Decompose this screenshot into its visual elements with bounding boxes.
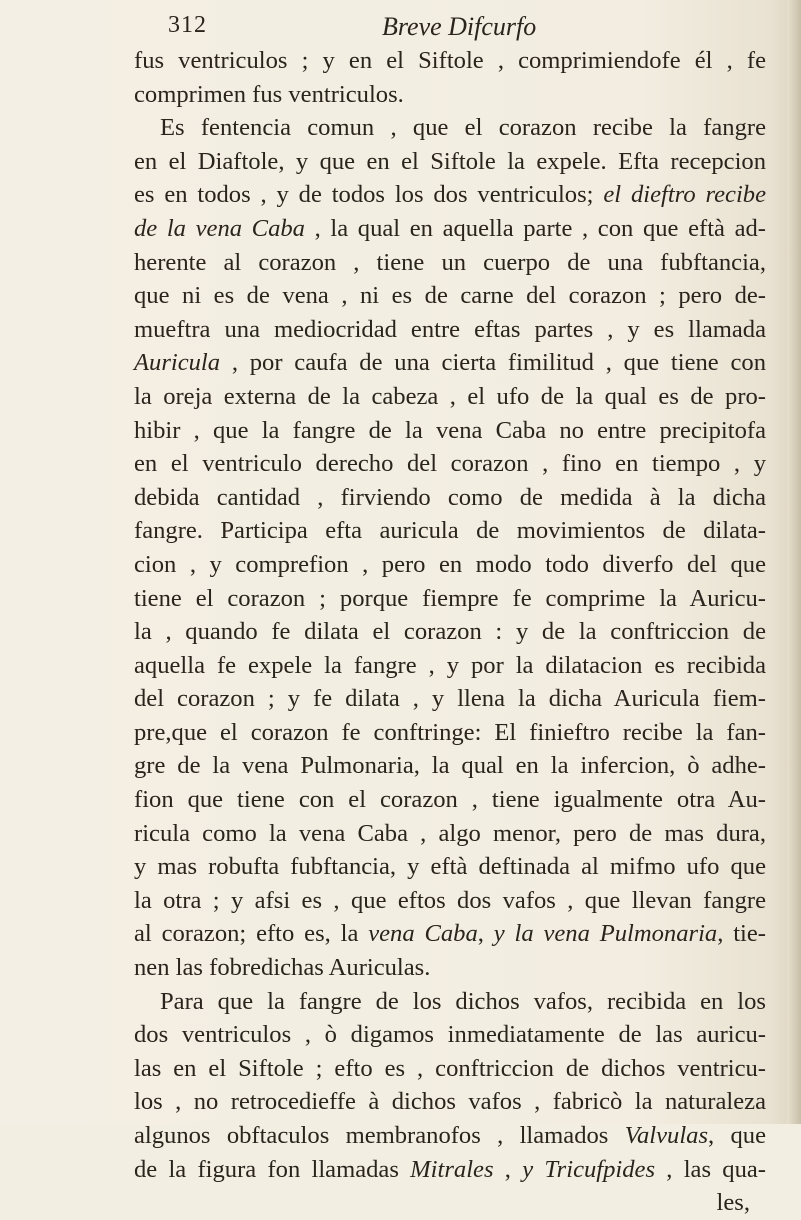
text-span: al corazon; efto es, la bbox=[134, 920, 369, 948]
italic-text: de la vena Caba bbox=[134, 214, 305, 242]
italic-text: Auricula bbox=[134, 349, 221, 377]
body-text bbox=[134, 44, 766, 1220]
text-line bbox=[134, 850, 766, 884]
text-line bbox=[134, 649, 766, 683]
text-span: , la qual en aquella parte , con que eftà ad- bbox=[304, 214, 766, 242]
text-span: del corazon ; y fe dilata , y llena la dicha Auricula fiem- bbox=[134, 685, 766, 713]
text-line bbox=[134, 313, 766, 347]
text-span: algunos obftaculos membranofos , llamados bbox=[134, 1122, 625, 1149]
italic-text: el dieftro recibe bbox=[603, 181, 766, 209]
text-span: es en todos , y de todos los dos ventriculos; bbox=[134, 181, 604, 209]
text-span: debida cantidad , firviendo como de medida à la dicha bbox=[134, 483, 766, 511]
text-line bbox=[134, 78, 766, 112]
text-line bbox=[134, 884, 766, 918]
text-line bbox=[134, 817, 766, 851]
text-span: , bbox=[493, 1155, 523, 1183]
text-span: fus ventriculos ; y en el Siftole , comprimiendofe él , fe bbox=[134, 47, 766, 74]
text-span: hibir , que la fangre de la vena Caba no entre precipitofa bbox=[134, 416, 766, 444]
italic-text: y la vena Pulmonaria bbox=[493, 920, 718, 948]
text-span: , que bbox=[708, 1122, 766, 1149]
running-head: Breve Difcurfo bbox=[382, 12, 537, 41]
text-line bbox=[134, 917, 766, 951]
text-span: que ni es de vena , ni es de carne del corazon ; pero de- bbox=[134, 282, 766, 310]
text-line bbox=[134, 514, 766, 548]
text-span: comprimen fus ventriculos. bbox=[134, 80, 404, 108]
text-span: , las qua- bbox=[655, 1155, 766, 1183]
catchword bbox=[134, 1186, 766, 1220]
text-span: en el ventriculo derecho del corazon , fino en tiempo , y bbox=[134, 450, 766, 478]
text-line bbox=[134, 447, 766, 481]
text-span: Es fentencia comun , que el corazon recibe la fangre bbox=[160, 114, 766, 142]
text-line bbox=[134, 985, 766, 1019]
text-line bbox=[134, 548, 766, 582]
text-span: , tie- bbox=[717, 920, 766, 948]
text-span: la , quando fe dilata el corazon : y de la conftriccion de bbox=[134, 618, 766, 646]
text-span: fangre. Participa efta auricula de movimientos de dilata- bbox=[134, 517, 766, 545]
text-span: en el Diaftole, y que en el Siftole la expele. Efta recepcion bbox=[134, 147, 766, 175]
page-edge bbox=[787, 0, 801, 1124]
italic-text: y Tricufpides bbox=[522, 1155, 656, 1183]
text-span: fion que tiene con el corazon , tiene igualmente otra Au- bbox=[134, 786, 766, 814]
text-span: ricula como la vena Caba , algo menor, pero de mas dura, bbox=[134, 819, 766, 847]
text-line bbox=[134, 346, 766, 380]
italic-text: vena Caba bbox=[368, 920, 478, 948]
text-line bbox=[134, 615, 766, 649]
text-line bbox=[134, 1052, 766, 1086]
text-line bbox=[134, 212, 766, 246]
text-span: y mas robufta fubftancia, y eftà deftinada al mifmo ufo que bbox=[134, 853, 766, 881]
text-line bbox=[134, 1119, 766, 1153]
text-line bbox=[134, 481, 766, 515]
text-line bbox=[134, 716, 766, 750]
text-span: herente al corazon , tiene un cuerpo de una fubftancia, bbox=[134, 248, 766, 276]
text-span: pre,que el corazon fe conftringe: El finieftro recibe la fan- bbox=[134, 718, 766, 746]
text-line bbox=[134, 1153, 766, 1187]
text-line bbox=[134, 380, 766, 414]
text-span: la otra ; y afsi es , que eftos dos vafos , que llevan fangre bbox=[134, 886, 766, 914]
text-span: los , no retrocedieffe à dichos vafos , fabricò la naturaleza bbox=[134, 1088, 766, 1116]
text-line bbox=[134, 279, 766, 313]
text-span: les, bbox=[716, 1189, 750, 1217]
text-span: nen las fobredichas Auriculas. bbox=[134, 954, 431, 982]
italic-text: Valvulas bbox=[624, 1122, 709, 1149]
text-line bbox=[134, 178, 766, 212]
text-line bbox=[134, 951, 766, 985]
text-line bbox=[134, 1085, 766, 1119]
text-span: , por caufa de una cierta fimilitud , que tiene con bbox=[220, 349, 766, 377]
text-line bbox=[134, 1018, 766, 1052]
text-span: tiene el corazon ; porque fiempre fe comprime la Auricu- bbox=[134, 584, 766, 612]
text-line bbox=[134, 682, 766, 716]
text-line bbox=[134, 582, 766, 616]
page-header bbox=[168, 12, 728, 42]
text-line bbox=[134, 44, 766, 78]
text-span: , bbox=[477, 920, 494, 948]
text-span: las en el Siftole ; efto es , conftriccion de dichos ventricu- bbox=[134, 1054, 766, 1082]
italic-text: Mitrales bbox=[410, 1155, 494, 1183]
text-span: mueftra una mediocridad entre eftas partes , y es llamada bbox=[134, 315, 766, 343]
text-span: cion , y comprefion , pero en modo todo diverfo del que bbox=[134, 550, 766, 578]
text-line bbox=[134, 145, 766, 179]
text-span: de la figura fon llamadas bbox=[134, 1155, 411, 1183]
text-line bbox=[134, 414, 766, 448]
text-span: Para que la fangre de los dichos vafos, recibida en los bbox=[160, 987, 766, 1015]
text-line bbox=[134, 783, 766, 817]
text-span: la oreja externa de la cabeza , el ufo de la qual es de pro- bbox=[134, 382, 766, 410]
text-span: dos ventriculos , ò digamos inmediatamente de las auricu- bbox=[134, 1021, 766, 1049]
text-span: gre de la vena Pulmonaria, la qual en la infercion, ò adhe- bbox=[134, 752, 766, 780]
text-line bbox=[134, 246, 766, 280]
page-number: 312 bbox=[168, 12, 207, 38]
text-line bbox=[134, 111, 766, 145]
text-span: aquella fe expele la fangre , y por la dilatacion es recibida bbox=[134, 651, 766, 679]
text-line bbox=[134, 749, 766, 783]
